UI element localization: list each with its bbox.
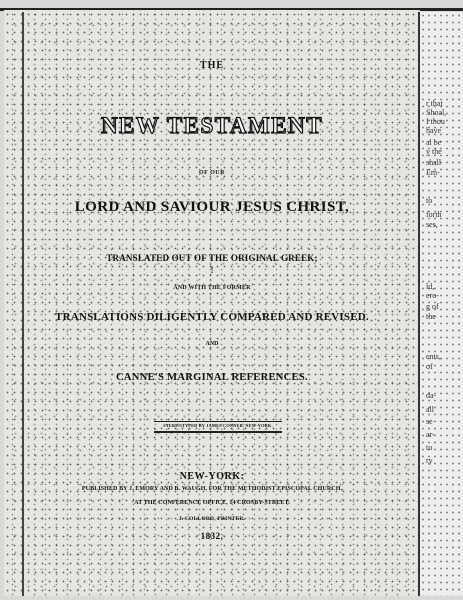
adjacent-page-fragment: ero- <box>426 291 439 300</box>
adjacent-page-fragment: all <box>426 405 434 414</box>
compared-line: TRANSLATIONS DILIGENTLY COMPARED AND REVISED. <box>55 311 369 323</box>
and-line: AND <box>205 341 219 347</box>
adjacent-page-fragment: of <box>426 362 433 371</box>
adjacent-page-fragment: Em- <box>426 168 440 177</box>
adjacent-page-fragment: se <box>426 417 433 426</box>
title-page-paper <box>4 10 420 596</box>
references-line: CANNE'S MARGINAL REFERENCES. <box>116 372 308 383</box>
publisher-line-1: PUBLISHED BY J. EMORY AND B. WAUGH, FOR THE METHODIST EPISCOPAL CHURCH, <box>81 486 343 492</box>
adjacent-page-fragment: g of <box>426 302 439 311</box>
adjacent-page-fragment: I thou <box>426 117 445 126</box>
adjacent-page-fragment: Shoal, <box>426 108 447 117</box>
adjacent-page-fragment: shall <box>426 158 442 167</box>
adjacent-page-fragment: to <box>426 443 433 452</box>
imprint-year: 1832. <box>200 531 224 541</box>
adjacent-page-fragment: ld, <box>426 282 435 291</box>
stereotyper-box <box>154 421 282 432</box>
adjacent-page-fragment: ses, <box>426 220 438 229</box>
adjacent-page-fragment: r that <box>426 99 443 108</box>
adjacent-page-fragment: to <box>426 196 433 205</box>
stereotyper-rule-top <box>154 421 282 422</box>
adjacent-page-fragment: da- <box>426 391 437 400</box>
title-subject: LORD AND SAVIOUR JESUS CHRIST, <box>74 199 350 215</box>
adjacent-page-fragment: ents, <box>426 352 441 361</box>
publisher-line-2: AT THE CONFERENCE OFFICE, 14 CROSBY-STREET. <box>134 500 290 506</box>
printer-line: J. COLLORD, PRINTER. <box>178 516 246 522</box>
adjacent-page-fragment: have <box>426 126 442 135</box>
adjacent-page-fragment: forth <box>426 210 442 219</box>
translated-line: TRANSLATED OUT OF THE ORIGINAL GREEK; <box>106 253 318 263</box>
adjacent-page-fragment: al be <box>426 138 442 147</box>
title-of-our: OF OUR <box>199 170 225 176</box>
imprint-place: NEW-YORK: <box>179 471 245 482</box>
with-former-line: AND WITH THE FORMER <box>173 285 251 291</box>
adjacent-page-fragment: the <box>426 312 436 321</box>
stereotyper-credit: STEREOTYPED BY JAMES CONNER, NEW-YORK. <box>163 423 273 428</box>
stereotyper-rule-bottom <box>154 431 282 433</box>
adjacent-page-fragment: ry <box>426 456 433 465</box>
page-left-fold-line <box>22 12 24 596</box>
adjacent-page-fragment: ar- <box>426 430 435 439</box>
title-the: THE <box>199 60 225 71</box>
main-title: NEW TESTAMENT <box>100 113 324 138</box>
adjacent-page-fragment: y the <box>426 147 442 156</box>
stray-mark: ! <box>210 265 214 275</box>
